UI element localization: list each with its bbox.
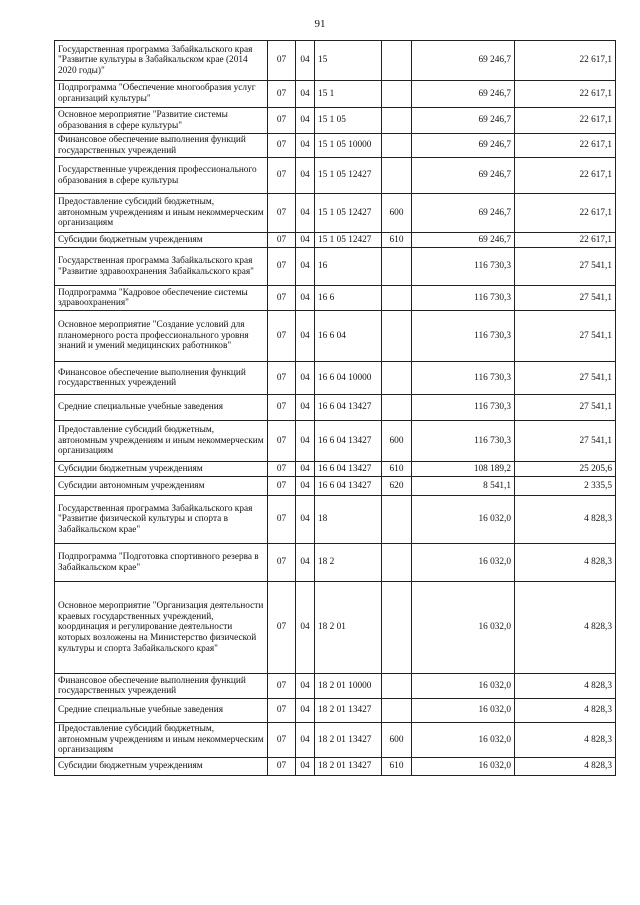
table-row [55,477,616,496]
cell-section: 07 [268,194,296,233]
cell-name: Предоставление субсидий бюджетным, автономным учреждениям и иным некоммерческим организациям [55,421,268,462]
cell-amount-1: 69 246,7 [412,81,515,108]
cell-section: 07 [268,158,296,194]
cell-amount-1: 69 246,7 [412,194,515,233]
cell-name: Государственная программа Забайкальского края "Развитие здравоохранения Забайкальского края" [55,248,268,286]
cell-target-item: 18 2 [315,544,382,582]
table-row [55,158,616,194]
cell-section: 07 [268,362,296,395]
cell-subsection: 04 [296,286,315,311]
cell-amount-1: 16 032,0 [412,496,515,544]
cell-amount-2: 22 617,1 [515,108,616,134]
cell-expense-type [382,248,412,286]
cell-amount-1: 8 541,1 [412,477,515,496]
cell-target-item: 16 6 04 13427 [315,421,382,462]
cell-amount-2: 22 617,1 [515,158,616,194]
cell-amount-2: 27 541,1 [515,362,616,395]
cell-name: Государственная программа Забайкальского края "Развитие физической культуры и спорта в Забайкальском крае" [55,496,268,544]
cell-expense-type: 600 [382,421,412,462]
cell-expense-type: 600 [382,723,412,758]
cell-amount-2: 27 541,1 [515,248,616,286]
cell-subsection: 04 [296,158,315,194]
cell-subsection: 04 [296,496,315,544]
table-row [55,462,616,477]
cell-section: 07 [268,248,296,286]
cell-amount-1: 16 032,0 [412,674,515,699]
cell-target-item: 18 2 01 [315,582,382,674]
cell-amount-2: 22 617,1 [515,194,616,233]
cell-amount-2: 4 828,3 [515,723,616,758]
cell-amount-1: 116 730,3 [412,362,515,395]
cell-subsection: 04 [296,699,315,723]
cell-amount-1: 16 032,0 [412,582,515,674]
cell-expense-type [382,81,412,108]
cell-subsection: 04 [296,81,315,108]
table-row [55,41,616,81]
cell-target-item: 16 6 [315,286,382,311]
table-row [55,582,616,674]
cell-target-item: 15 1 05 12427 [315,158,382,194]
table-row [55,496,616,544]
cell-target-item: 16 [315,248,382,286]
cell-subsection: 04 [296,134,315,158]
cell-amount-2: 4 828,3 [515,699,616,723]
cell-subsection: 04 [296,462,315,477]
cell-amount-1: 116 730,3 [412,395,515,421]
cell-name: Основное мероприятие "Организация деятельности краевых государственных учреждений, координация и регулирование деятельности которых возложены на Министерство физической культуры и спорта Забайкальского края" [55,582,268,674]
cell-amount-2: 25 205,6 [515,462,616,477]
table-row [55,421,616,462]
cell-name: Финансовое обеспечение выполнения функций государственных учреждений [55,674,268,699]
cell-amount-1: 69 246,7 [412,158,515,194]
cell-amount-2: 27 541,1 [515,395,616,421]
cell-name: Основное мероприятие "Развитие системы образования в сфере культуры" [55,108,268,134]
cell-amount-2: 4 828,3 [515,496,616,544]
cell-subsection: 04 [296,582,315,674]
cell-expense-type: 600 [382,194,412,233]
cell-target-item: 15 [315,41,382,81]
cell-amount-1: 69 246,7 [412,41,515,81]
cell-expense-type: 610 [382,462,412,477]
cell-section: 07 [268,544,296,582]
cell-expense-type: 610 [382,758,412,776]
cell-expense-type [382,674,412,699]
cell-name: Основное мероприятие "Создание условий для планомерного роста профессионального уровня знаний и умений медицинских работников" [55,311,268,362]
cell-target-item: 18 [315,496,382,544]
cell-name: Предоставление субсидий бюджетным, автономным учреждениям и иным некоммерческим организациям [55,194,268,233]
cell-target-item: 15 1 [315,81,382,108]
cell-section: 07 [268,286,296,311]
cell-target-item: 16 6 04 13427 [315,462,382,477]
budget-table-body [55,41,616,776]
table-row [55,248,616,286]
table-row [55,395,616,421]
table-row [55,311,616,362]
cell-name: Субсидии автономным учреждениям [55,477,268,496]
cell-amount-1: 69 246,7 [412,134,515,158]
cell-subsection: 04 [296,311,315,362]
cell-name: Субсидии бюджетным учреждениям [55,462,268,477]
table-row [55,362,616,395]
cell-amount-2: 4 828,3 [515,674,616,699]
cell-target-item: 16 6 04 13427 [315,477,382,496]
cell-section: 07 [268,723,296,758]
cell-amount-2: 4 828,3 [515,582,616,674]
cell-section: 07 [268,395,296,421]
cell-section: 07 [268,462,296,477]
cell-amount-1: 116 730,3 [412,421,515,462]
cell-section: 07 [268,582,296,674]
cell-target-item: 16 6 04 13427 [315,395,382,421]
cell-section: 07 [268,496,296,544]
table-row [55,758,616,776]
cell-target-item: 18 2 01 13427 [315,723,382,758]
cell-amount-1: 16 032,0 [412,723,515,758]
cell-section: 07 [268,699,296,723]
cell-name: Средние специальные учебные заведения [55,395,268,421]
cell-name: Государственная программа Забайкальского края "Развитие культуры в Забайкальском крае (2014 2020 годы)" [55,41,268,81]
table-row [55,674,616,699]
cell-subsection: 04 [296,41,315,81]
cell-expense-type [382,544,412,582]
cell-target-item: 15 1 05 12427 [315,194,382,233]
cell-section: 07 [268,477,296,496]
cell-section: 07 [268,108,296,134]
cell-target-item: 18 2 01 13427 [315,758,382,776]
table-row [55,81,616,108]
cell-amount-2: 22 617,1 [515,134,616,158]
cell-expense-type: 610 [382,233,412,248]
page-number: 91 [314,18,326,30]
cell-amount-1: 116 730,3 [412,311,515,362]
cell-amount-1: 16 032,0 [412,699,515,723]
cell-subsection: 04 [296,108,315,134]
cell-name: Подпрограмма "Обеспечение многообразия услуг организаций культуры" [55,81,268,108]
table-row [55,134,616,158]
cell-amount-1: 108 189,2 [412,462,515,477]
cell-amount-1: 116 730,3 [412,248,515,286]
cell-amount-2: 2 335,5 [515,477,616,496]
cell-subsection: 04 [296,477,315,496]
cell-subsection: 04 [296,248,315,286]
cell-expense-type [382,311,412,362]
cell-target-item: 18 2 01 13427 [315,699,382,723]
cell-section: 07 [268,311,296,362]
cell-name: Подпрограмма "Подготовка спортивного резерва в Забайкальском крае" [55,544,268,582]
cell-name: Средние специальные учебные заведения [55,699,268,723]
cell-amount-1: 116 730,3 [412,286,515,311]
cell-amount-2: 27 541,1 [515,421,616,462]
cell-expense-type [382,158,412,194]
cell-subsection: 04 [296,362,315,395]
table-row [55,699,616,723]
cell-amount-1: 69 246,7 [412,233,515,248]
cell-section: 07 [268,233,296,248]
cell-subsection: 04 [296,544,315,582]
cell-name: Финансовое обеспечение выполнения функций государственных учреждений [55,134,268,158]
cell-name: Субсидии бюджетным учреждениям [55,758,268,776]
cell-section: 07 [268,81,296,108]
cell-expense-type [382,108,412,134]
cell-subsection: 04 [296,395,315,421]
cell-subsection: 04 [296,674,315,699]
cell-expense-type [382,286,412,311]
cell-name: Субсидии бюджетным учреждениям [55,233,268,248]
cell-expense-type: 620 [382,477,412,496]
cell-name: Подпрограмма "Кадровое обеспечение системы здравоохранения" [55,286,268,311]
cell-section: 07 [268,421,296,462]
cell-section: 07 [268,134,296,158]
cell-amount-2: 27 541,1 [515,311,616,362]
cell-subsection: 04 [296,723,315,758]
cell-target-item: 16 6 04 10000 [315,362,382,395]
cell-amount-2: 22 617,1 [515,41,616,81]
table-row [55,723,616,758]
cell-target-item: 16 6 04 [315,311,382,362]
cell-target-item: 15 1 05 10000 [315,134,382,158]
table-row [55,194,616,233]
cell-amount-2: 4 828,3 [515,544,616,582]
table-row [55,286,616,311]
cell-expense-type [382,41,412,81]
cell-target-item: 15 1 05 12427 [315,233,382,248]
cell-amount-2: 4 828,3 [515,758,616,776]
budget-table [54,40,616,776]
cell-expense-type [382,699,412,723]
cell-target-item: 15 1 05 [315,108,382,134]
cell-subsection: 04 [296,233,315,248]
cell-expense-type [382,395,412,421]
cell-amount-1: 16 032,0 [412,758,515,776]
cell-amount-2: 22 617,1 [515,233,616,248]
cell-target-item: 18 2 01 10000 [315,674,382,699]
cell-subsection: 04 [296,758,315,776]
cell-name: Государственные учреждения профессионального образования в сфере культуры [55,158,268,194]
cell-name: Предоставление субсидий бюджетным, автономным учреждениям и иным некоммерческим организациям [55,723,268,758]
cell-subsection: 04 [296,421,315,462]
cell-section: 07 [268,41,296,81]
cell-amount-2: 22 617,1 [515,81,616,108]
cell-amount-1: 69 246,7 [412,108,515,134]
table-row [55,544,616,582]
table-row [55,233,616,248]
cell-subsection: 04 [296,194,315,233]
table-row [55,108,616,134]
cell-expense-type [382,362,412,395]
cell-amount-1: 16 032,0 [412,544,515,582]
cell-expense-type [382,496,412,544]
cell-section: 07 [268,758,296,776]
cell-name: Финансовое обеспечение выполнения функций государственных учреждений [55,362,268,395]
cell-expense-type [382,582,412,674]
cell-section: 07 [268,674,296,699]
cell-amount-2: 27 541,1 [515,286,616,311]
cell-expense-type [382,134,412,158]
